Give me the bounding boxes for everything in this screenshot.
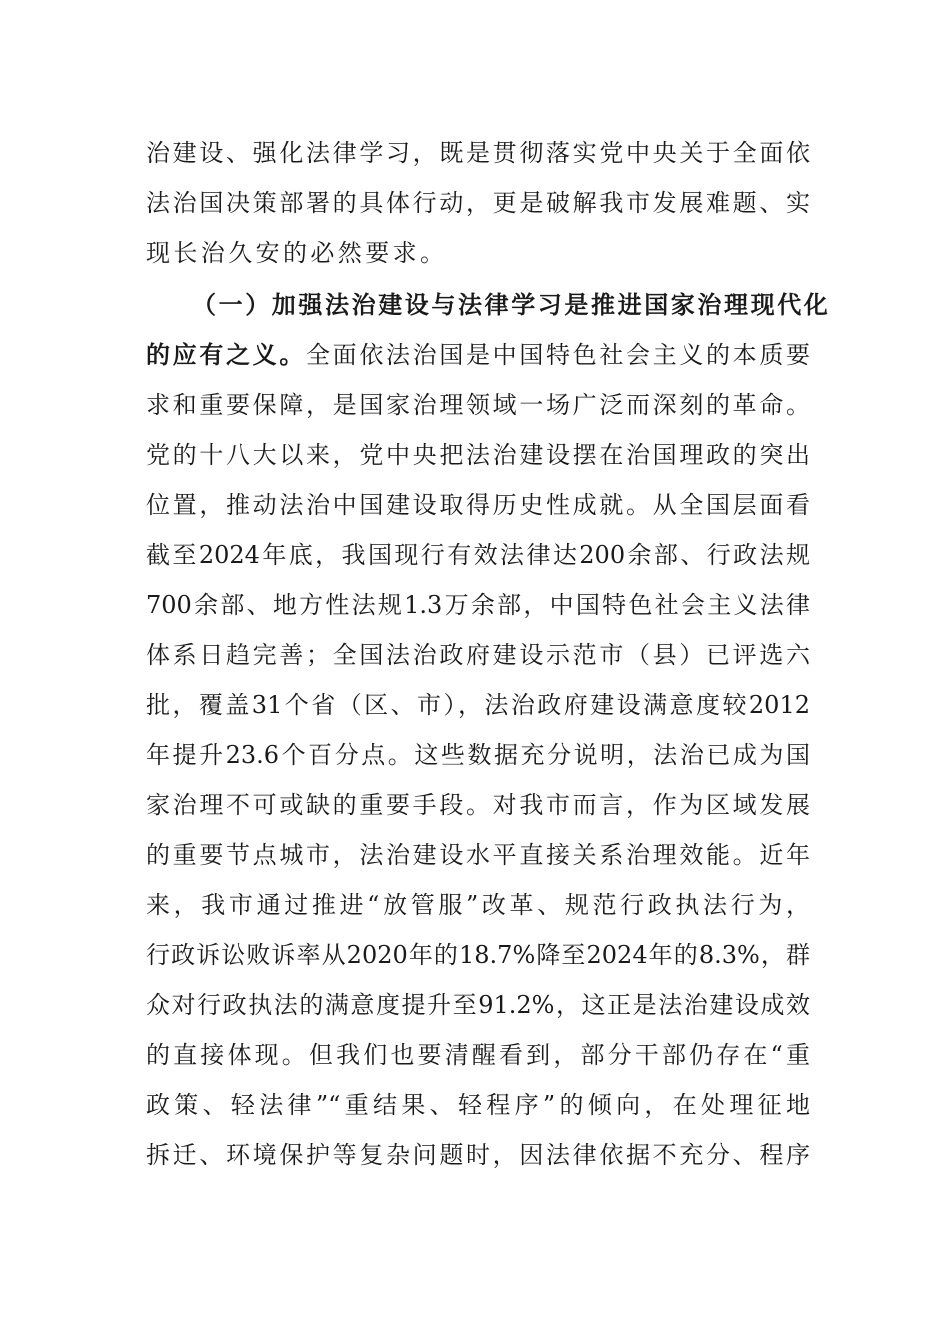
body-line: 政策、轻法律”“重结果、轻程序”的倾向，在处理征地 (146, 1091, 810, 1119)
body-line: 法治国决策部署的具体行动，更是破解我市发展难题、实 (146, 189, 810, 217)
body-line: 治建设、强化法律学习，既是贯彻落实党中央关于全面依 (146, 139, 810, 167)
section-body-start: 全面依法治国是中国特色社会主义的本质要 (306, 341, 810, 369)
body-line: 批，覆盖31个省（区、市），法治政府建设满意度较2012 (146, 691, 810, 719)
body-line: 党的十八大以来，党中央把法治建设摆在治国理政的突出 (146, 441, 810, 469)
body-line: 现长治久安的必然要求。 (146, 239, 448, 267)
body-line: 来，我市通过推进“放管服”改革、规范行政执法行为， (146, 891, 810, 919)
body-line: 的重要节点城市，法治建设水平直接关系治理效能。近年 (146, 841, 810, 869)
body-line: 截至2024年底，我国现行有效法律达200余部、行政法规 (146, 541, 810, 569)
section-heading: （一）加强法治建设与法律学习是推进国家治理现代化 (192, 290, 831, 319)
body-line: 拆迁、环境保护等复杂问题时，因法律依据不充分、程序 (146, 1141, 810, 1169)
body-line: 众对行政执法的满意度提升至91.2%，这正是法治建设成效 (146, 991, 810, 1019)
body-line: 行政诉讼败诉率从2020年的18.7%降至2024年的8.3%，群 (146, 941, 810, 969)
body-line: 的直接体现。但我们也要清醒看到，部分干部仍存在“重 (146, 1041, 810, 1069)
section-heading-tail: 的应有之义。 (146, 340, 306, 369)
body-line: 求和重要保障，是国家治理领域一场广泛而深刻的革命。 (146, 391, 810, 419)
body-line: 年提升23.6个百分点。这些数据充分说明，法治已成为国 (146, 741, 810, 769)
body-line: 700余部、地方性法规1.3万余部，中国特色社会主义法律 (146, 591, 810, 619)
body-line: 家治理不可或缺的重要手段。对我市而言，作为区域发展 (146, 791, 810, 819)
section-heading-continuation (146, 339, 810, 371)
body-line: 位置，推动法治中国建设取得历史性成就。从全国层面看 (146, 491, 810, 519)
body-line: 体系日趋完善；全国法治政府建设示范市（县）已评选六 (146, 641, 810, 669)
